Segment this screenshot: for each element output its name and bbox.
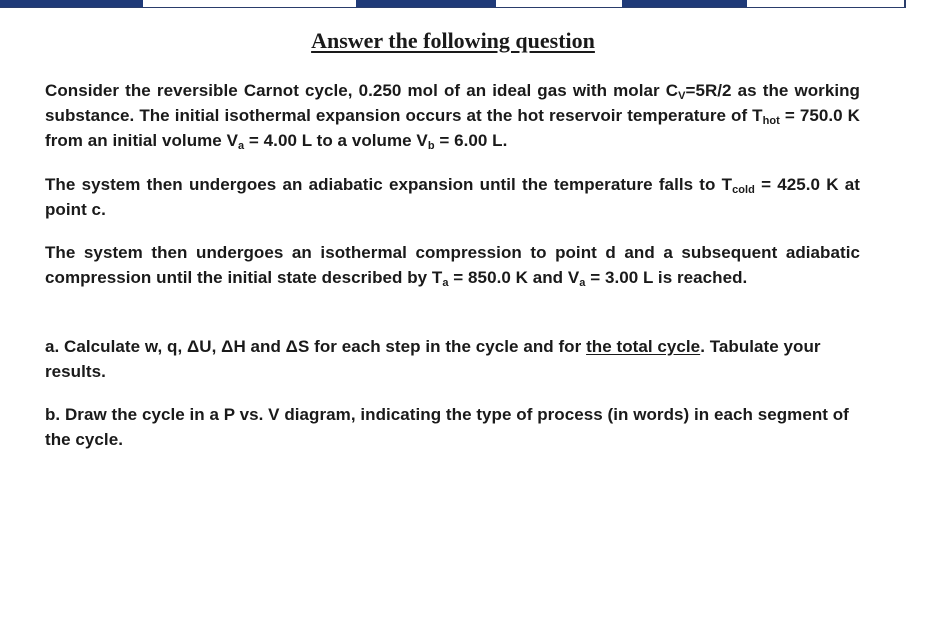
text-run: = 4.00 L to a volume V xyxy=(244,131,428,150)
underlined-phrase: the total cycle xyxy=(586,337,701,356)
subscript-hot: hot xyxy=(762,115,780,127)
subscript-cold: cold xyxy=(732,184,755,196)
header-strip-segment xyxy=(356,0,496,7)
text-run: . Tabulate your results. xyxy=(45,337,821,381)
subscript-a: a xyxy=(237,140,245,152)
subscript-v: V xyxy=(678,90,686,102)
question-b: b. Draw the cycle in a P vs. V diagram, indicating the type of process (in words) in each segment of the cycle. xyxy=(45,405,849,449)
text-run: a. Calculate w, q, ΔU, ΔH and ΔS for each step in the cycle and for xyxy=(45,337,587,356)
text-run: = 425.0 K at point c. xyxy=(45,175,860,219)
text-run: = 850.0 K and V xyxy=(448,268,580,287)
paragraph-compression xyxy=(45,240,860,290)
text-run: The system then undergoes an isothermal compression to point d and a subsequent adiabatic compression until the initial state described by T xyxy=(45,243,860,287)
subscript-a: a xyxy=(442,277,449,289)
subscript-a: a xyxy=(579,277,586,289)
paragraph-adiabatic-expansion xyxy=(45,172,860,222)
text-run: = 3.00 L is reached. xyxy=(585,268,748,287)
text-run: Consider the reversible Carnot cycle, 0.250 mol of an ideal gas with molar C xyxy=(45,81,679,100)
page-title: Answer the following question xyxy=(311,28,595,53)
header-strip-segment xyxy=(0,0,143,7)
text-run: = 750.0 K from an initial volume V xyxy=(45,106,860,150)
header-strip xyxy=(0,0,906,8)
text-run: The system then undergoes an adiabatic expansion until the temperature falls to T xyxy=(45,175,733,194)
subscript-b: b xyxy=(427,140,435,152)
header-strip-edge xyxy=(904,0,906,8)
text-run: =5R/2 as the working substance. The initial isothermal expansion occurs at the hot reservoir temperature of T xyxy=(45,81,860,125)
text-run: = 6.00 L. xyxy=(434,131,508,150)
paragraph-cycle-setup xyxy=(45,78,860,153)
header-strip-segment xyxy=(622,0,747,7)
question-a xyxy=(45,334,860,384)
